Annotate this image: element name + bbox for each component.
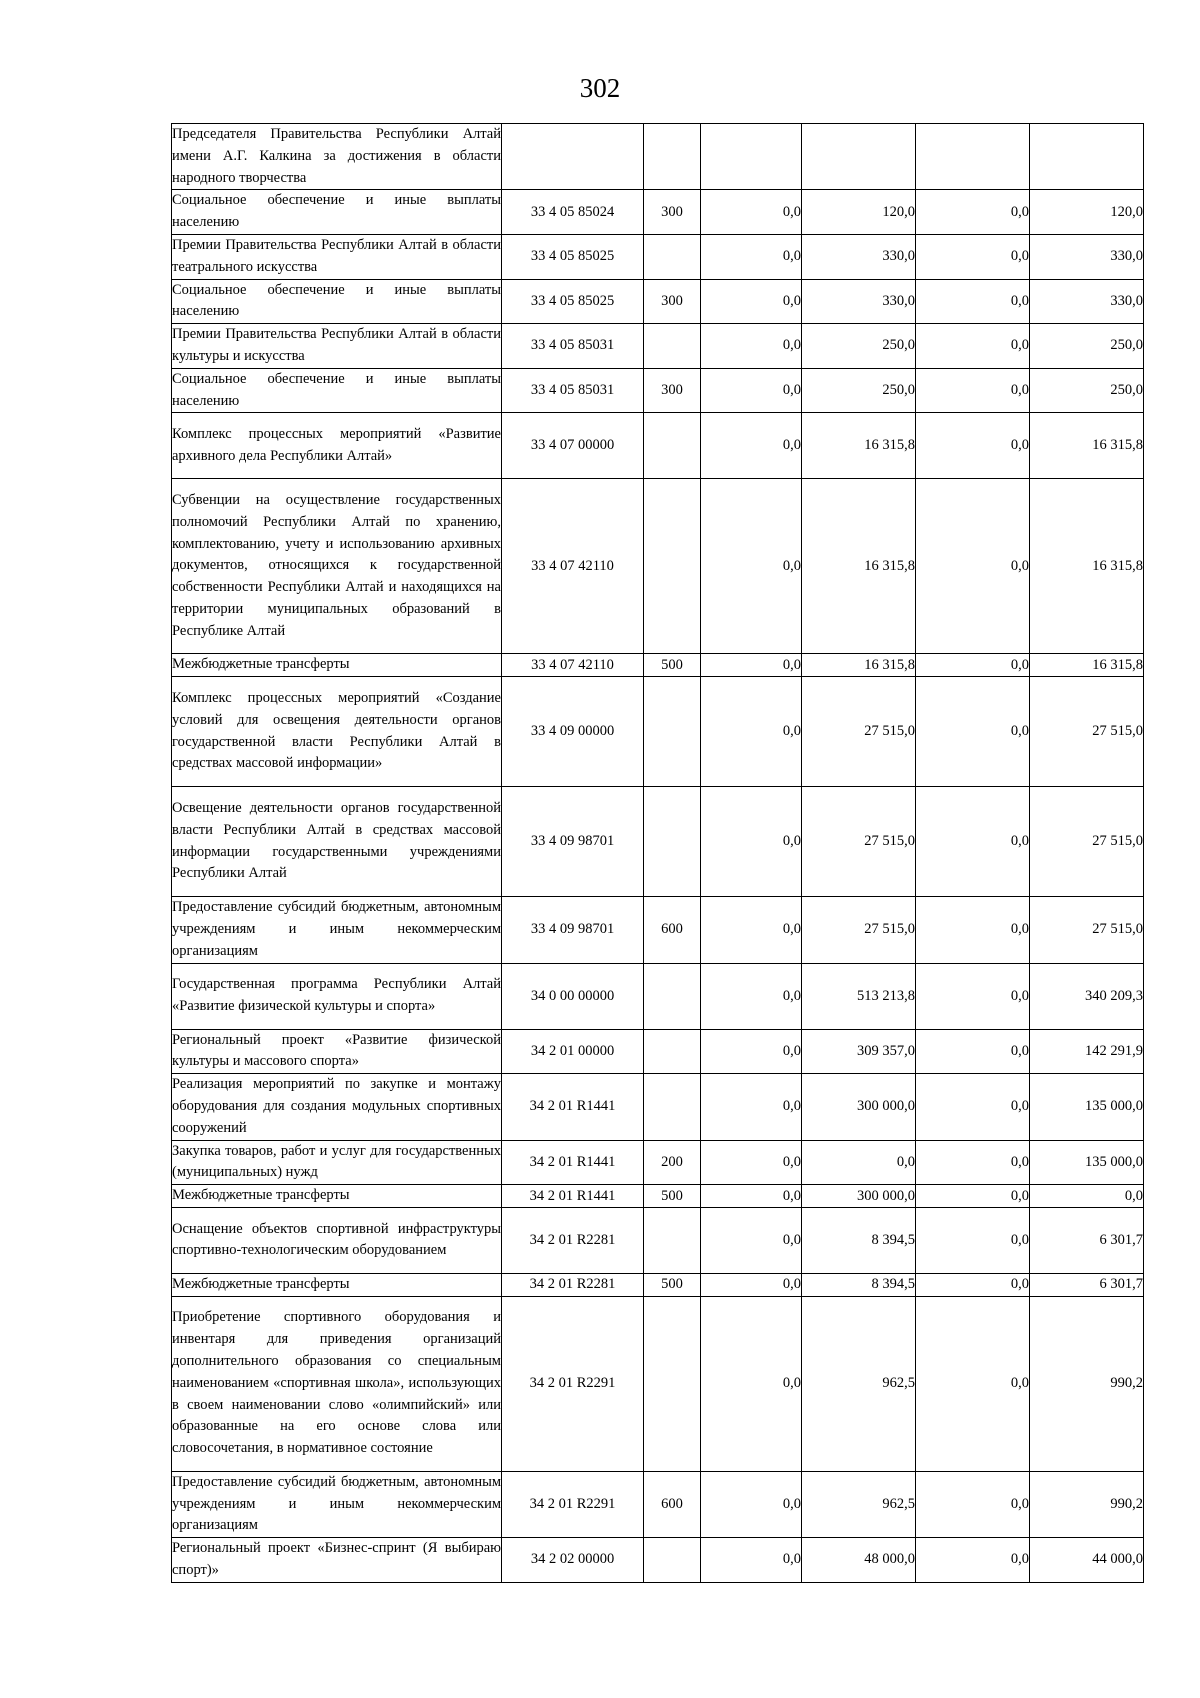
- row-value-2: 962,5: [802, 1296, 916, 1471]
- row-kvr: [644, 479, 701, 654]
- row-value-1: 0,0: [701, 1029, 802, 1074]
- row-value-3: 0,0: [916, 787, 1030, 897]
- row-value-2: 962,5: [802, 1471, 916, 1537]
- row-code: 33 4 07 42110: [502, 654, 644, 677]
- row-value-1: 0,0: [701, 368, 802, 413]
- row-name: Межбюджетные трансферты: [172, 1185, 502, 1208]
- row-value-2: 16 315,8: [802, 413, 916, 479]
- row-kvr: [644, 963, 701, 1029]
- row-kvr: [644, 1207, 701, 1273]
- row-name: Премии Правительства Республики Алтай в области театрального искусства: [172, 234, 502, 279]
- row-value-1: 0,0: [701, 413, 802, 479]
- row-value-1: 0,0: [701, 1538, 802, 1583]
- row-value-3: 0,0: [916, 368, 1030, 413]
- row-value-2: 0,0: [802, 1140, 916, 1185]
- table-row: [172, 124, 1144, 190]
- row-code: 33 4 09 00000: [502, 677, 644, 787]
- row-kvr: 200: [644, 1140, 701, 1185]
- row-name: Закупка товаров, работ и услуг для государственных (муниципальных) нужд: [172, 1140, 502, 1185]
- row-code: 34 2 01 R2291: [502, 1296, 644, 1471]
- table-row: [172, 279, 1144, 324]
- row-value-3: 0,0: [916, 413, 1030, 479]
- row-value-1: 0,0: [701, 234, 802, 279]
- row-value-3: 0,0: [916, 234, 1030, 279]
- row-name: Приобретение спортивного оборудования и инвентаря для приведения организаций дополнительного образования со специальным наименованием «спортивная школа», использующих в своем наименовании слово «олимпийский» или образованные на его основе слова или словосочетания, в нормативное состояние: [172, 1296, 502, 1471]
- row-kvr: [644, 677, 701, 787]
- table-row: [172, 1140, 1144, 1185]
- row-value-1: 0,0: [701, 1273, 802, 1296]
- row-value-4: 27 515,0: [1030, 897, 1144, 963]
- row-value-4: 990,2: [1030, 1296, 1144, 1471]
- row-value-1: 0,0: [701, 1471, 802, 1537]
- row-value-1: [701, 124, 802, 190]
- row-kvr: 500: [644, 1273, 701, 1296]
- row-name: Комплекс процессных мероприятий «Создание условий для освещения деятельности органов государственной власти Республики Алтай в средствах массовой информации»: [172, 677, 502, 787]
- row-value-2: 250,0: [802, 324, 916, 369]
- table-row: [172, 368, 1144, 413]
- row-code: 33 4 05 85031: [502, 368, 644, 413]
- row-value-4: [1030, 124, 1144, 190]
- row-value-3: 0,0: [916, 190, 1030, 235]
- row-code: 34 2 02 00000: [502, 1538, 644, 1583]
- table-row: [172, 1538, 1144, 1583]
- row-value-1: 0,0: [701, 190, 802, 235]
- table-row: [172, 413, 1144, 479]
- row-kvr: 500: [644, 1185, 701, 1208]
- table-row: [172, 1296, 1144, 1471]
- row-kvr: [644, 234, 701, 279]
- row-value-3: 0,0: [916, 479, 1030, 654]
- row-value-1: 0,0: [701, 677, 802, 787]
- row-value-3: 0,0: [916, 1029, 1030, 1074]
- row-name: Региональный проект «Развитие физической культуры и массового спорта»: [172, 1029, 502, 1074]
- table-row: [172, 1207, 1144, 1273]
- row-code: 33 4 09 98701: [502, 897, 644, 963]
- row-name: Председателя Правительства Республики Алтай имени А.Г. Калкина за достижения в области народного творчества: [172, 124, 502, 190]
- row-value-2: 48 000,0: [802, 1538, 916, 1583]
- row-value-3: [916, 124, 1030, 190]
- table-row: [172, 324, 1144, 369]
- row-value-1: 0,0: [701, 1296, 802, 1471]
- row-name: Социальное обеспечение и иные выплаты населению: [172, 279, 502, 324]
- row-value-3: 0,0: [916, 1296, 1030, 1471]
- row-kvr: 300: [644, 190, 701, 235]
- row-value-1: 0,0: [701, 1185, 802, 1208]
- row-value-3: 0,0: [916, 897, 1030, 963]
- row-value-4: 250,0: [1030, 368, 1144, 413]
- table-row: [172, 1273, 1144, 1296]
- row-name: Государственная программа Республики Алтай «Развитие физической культуры и спорта»: [172, 963, 502, 1029]
- row-kvr: [644, 787, 701, 897]
- row-code: 33 4 07 00000: [502, 413, 644, 479]
- table-row: [172, 190, 1144, 235]
- row-value-4: 330,0: [1030, 234, 1144, 279]
- row-value-4: 16 315,8: [1030, 479, 1144, 654]
- row-value-3: 0,0: [916, 1185, 1030, 1208]
- row-value-3: 0,0: [916, 677, 1030, 787]
- row-kvr: 500: [644, 654, 701, 677]
- row-value-2: 27 515,0: [802, 677, 916, 787]
- row-kvr: 300: [644, 368, 701, 413]
- row-value-2: 8 394,5: [802, 1207, 916, 1273]
- table-row: [172, 897, 1144, 963]
- row-value-4: 16 315,8: [1030, 413, 1144, 479]
- row-name: Социальное обеспечение и иные выплаты населению: [172, 190, 502, 235]
- table-row: [172, 234, 1144, 279]
- row-kvr: [644, 413, 701, 479]
- row-name: Оснащение объектов спортивной инфраструктуры спортивно-технологическим оборудованием: [172, 1207, 502, 1273]
- row-code: 33 4 05 85025: [502, 279, 644, 324]
- row-name: Премии Правительства Республики Алтай в области культуры и искусства: [172, 324, 502, 369]
- row-value-1: 0,0: [701, 279, 802, 324]
- row-name: Реализация мероприятий по закупке и монтажу оборудования для создания модульных спортивных сооружений: [172, 1074, 502, 1140]
- table-row: [172, 1074, 1144, 1140]
- row-value-3: 0,0: [916, 279, 1030, 324]
- row-name: Региональный проект «Бизнес-спринт (Я выбираю спорт)»: [172, 1538, 502, 1583]
- row-value-1: 0,0: [701, 897, 802, 963]
- row-kvr: 600: [644, 1471, 701, 1537]
- table-body: [172, 124, 1144, 1583]
- row-value-2: [802, 124, 916, 190]
- row-value-1: 0,0: [701, 1074, 802, 1140]
- row-value-4: 0,0: [1030, 1185, 1144, 1208]
- row-value-2: 16 315,8: [802, 479, 916, 654]
- row-value-4: 6 301,7: [1030, 1273, 1144, 1296]
- row-value-1: 0,0: [701, 1207, 802, 1273]
- row-value-2: 330,0: [802, 279, 916, 324]
- row-value-2: 513 213,8: [802, 963, 916, 1029]
- table-row: [172, 654, 1144, 677]
- row-kvr: [644, 124, 701, 190]
- row-code: 33 4 05 85024: [502, 190, 644, 235]
- row-value-1: 0,0: [701, 324, 802, 369]
- row-value-4: 340 209,3: [1030, 963, 1144, 1029]
- row-value-4: 6 301,7: [1030, 1207, 1144, 1273]
- row-name: Межбюджетные трансферты: [172, 654, 502, 677]
- row-value-4: 142 291,9: [1030, 1029, 1144, 1074]
- row-value-1: 0,0: [701, 654, 802, 677]
- row-value-3: 0,0: [916, 1140, 1030, 1185]
- row-value-3: 0,0: [916, 963, 1030, 1029]
- row-value-2: 300 000,0: [802, 1074, 916, 1140]
- row-value-4: 250,0: [1030, 324, 1144, 369]
- row-code: 34 2 01 R2291: [502, 1471, 644, 1537]
- row-value-3: 0,0: [916, 324, 1030, 369]
- table-row: [172, 1185, 1144, 1208]
- row-value-2: 309 357,0: [802, 1029, 916, 1074]
- row-value-2: 8 394,5: [802, 1273, 916, 1296]
- table-row: [172, 479, 1144, 654]
- row-value-4: 27 515,0: [1030, 677, 1144, 787]
- budget-table: [171, 123, 1144, 1583]
- row-code: [502, 124, 644, 190]
- row-code: 34 2 01 R1441: [502, 1074, 644, 1140]
- table-row: [172, 1471, 1144, 1537]
- row-code: 34 2 01 R1441: [502, 1140, 644, 1185]
- row-value-2: 27 515,0: [802, 897, 916, 963]
- row-value-1: 0,0: [701, 787, 802, 897]
- table-row: [172, 677, 1144, 787]
- row-value-4: 44 000,0: [1030, 1538, 1144, 1583]
- row-name: Межбюджетные трансферты: [172, 1273, 502, 1296]
- row-code: 34 2 01 R2281: [502, 1207, 644, 1273]
- row-value-3: 0,0: [916, 1471, 1030, 1537]
- row-value-2: 16 315,8: [802, 654, 916, 677]
- row-value-2: 27 515,0: [802, 787, 916, 897]
- row-code: 34 2 01 00000: [502, 1029, 644, 1074]
- row-value-1: 0,0: [701, 1140, 802, 1185]
- row-code: 34 0 00 00000: [502, 963, 644, 1029]
- row-value-1: 0,0: [701, 479, 802, 654]
- row-value-2: 120,0: [802, 190, 916, 235]
- row-name: Субвенции на осуществление государственных полномочий Республики Алтай по хранению, комплектованию, учету и использованию архивных документов, относящихся к государственной собственности Республики Алтай и находящихся на территории муниципальных образований в Республике Алтай: [172, 479, 502, 654]
- row-value-4: 16 315,8: [1030, 654, 1144, 677]
- row-value-4: 330,0: [1030, 279, 1144, 324]
- row-name: Предоставление субсидий бюджетным, автономным учреждениям и иным некоммерческим организациям: [172, 897, 502, 963]
- table-row: [172, 963, 1144, 1029]
- row-code: 33 4 07 42110: [502, 479, 644, 654]
- table-row: [172, 787, 1144, 897]
- row-value-4: 120,0: [1030, 190, 1144, 235]
- row-code: 34 2 01 R2281: [502, 1273, 644, 1296]
- row-value-2: 330,0: [802, 234, 916, 279]
- row-name: Комплекс процессных мероприятий «Развитие архивного дела Республики Алтай»: [172, 413, 502, 479]
- row-value-3: 0,0: [916, 1074, 1030, 1140]
- row-value-3: 0,0: [916, 654, 1030, 677]
- row-kvr: 600: [644, 897, 701, 963]
- row-kvr: [644, 1296, 701, 1471]
- row-code: 33 4 09 98701: [502, 787, 644, 897]
- row-kvr: [644, 324, 701, 369]
- row-value-3: 0,0: [916, 1207, 1030, 1273]
- page-number: 302: [579, 73, 621, 103]
- row-code: 33 4 05 85025: [502, 234, 644, 279]
- row-code: 33 4 05 85031: [502, 324, 644, 369]
- row-value-4: 135 000,0: [1030, 1074, 1144, 1140]
- row-value-2: 250,0: [802, 368, 916, 413]
- row-value-3: 0,0: [916, 1538, 1030, 1583]
- row-value-3: 0,0: [916, 1273, 1030, 1296]
- row-value-4: 135 000,0: [1030, 1140, 1144, 1185]
- row-name: Предоставление субсидий бюджетным, автономным учреждениям и иным некоммерческим организациям: [172, 1471, 502, 1537]
- row-value-4: 27 515,0: [1030, 787, 1144, 897]
- row-value-4: 990,2: [1030, 1471, 1144, 1537]
- row-name: Социальное обеспечение и иные выплаты населению: [172, 368, 502, 413]
- row-kvr: 300: [644, 279, 701, 324]
- row-kvr: [644, 1029, 701, 1074]
- row-kvr: [644, 1074, 701, 1140]
- row-value-1: 0,0: [701, 963, 802, 1029]
- row-kvr: [644, 1538, 701, 1583]
- row-name: Освещение деятельности органов государственной власти Республики Алтай в средствах массовой информации государственными учреждениями Республики Алтай: [172, 787, 502, 897]
- row-code: 34 2 01 R1441: [502, 1185, 644, 1208]
- row-value-2: 300 000,0: [802, 1185, 916, 1208]
- table-row: [172, 1029, 1144, 1074]
